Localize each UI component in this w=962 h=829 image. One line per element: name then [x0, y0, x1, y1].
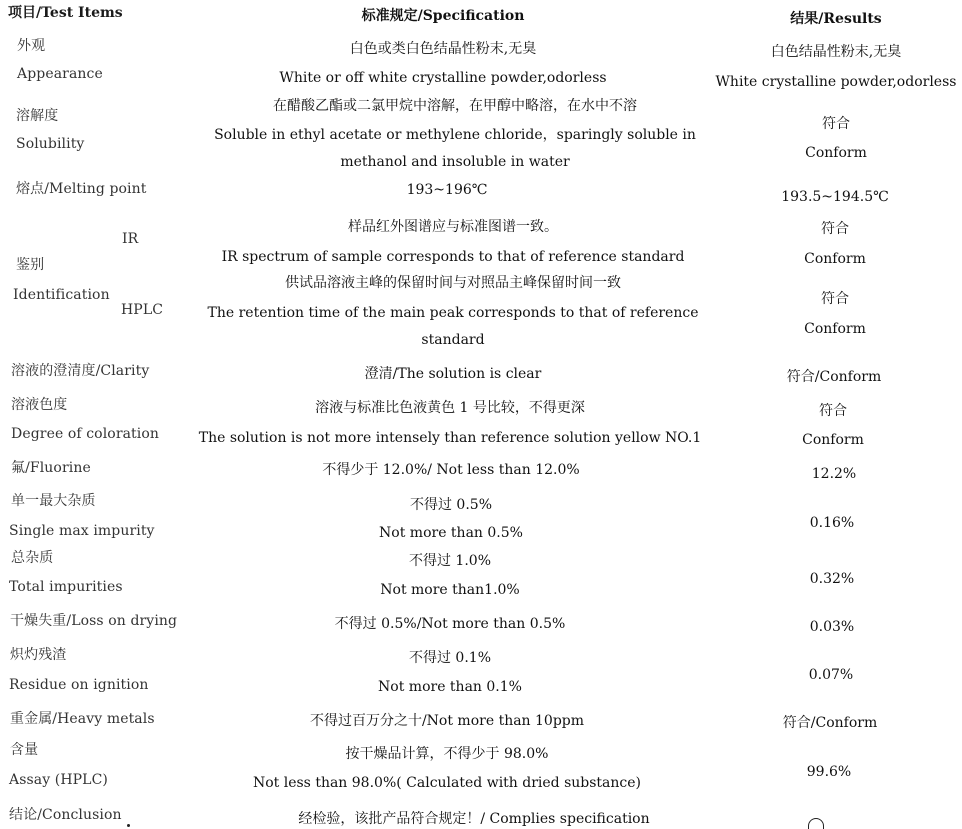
result-identification-hplc-en: Conform	[804, 321, 866, 337]
item-heavy-metals: 重金属/Heavy metals	[10, 711, 155, 727]
result-coloration-en: Conform	[802, 432, 864, 448]
spec-solubility-en-1: Soluble in ethyl acetate or methylene chloride，sparingly soluble in	[214, 127, 696, 143]
result-heavy-metals: 符合/Conform	[782, 715, 878, 731]
spec-identification-ir-cn: 样品红外图谱应与标准图谱一致。	[348, 219, 558, 235]
result-identification-hplc-cn: 符合	[821, 291, 849, 307]
spec-coloration-cn: 溶液与标准比色液黄色 1 号比较，不得更深	[315, 400, 585, 416]
result-total-impurities: 0.32%	[809, 571, 855, 587]
spec-single-impurity-cn: 不得过 0.5%	[409, 497, 493, 513]
spec-loss-on-drying: 不得过 0.5%/Not more than 0.5%	[334, 616, 566, 632]
result-clarity: 符合/Conform	[786, 369, 882, 385]
item-single-impurity-en: Single max impurity	[9, 523, 155, 539]
spec-heavy-metals: 不得过百万分之十/Not more than 10ppm	[309, 713, 585, 729]
result-solubility-en: Conform	[805, 145, 867, 161]
spec-residue-cn: 不得过 0.1%	[408, 650, 492, 666]
spec-melting-point: 193~196℃	[406, 182, 488, 198]
item-identification-cn: 鉴别	[16, 257, 45, 273]
item-coloration-cn: 溶液色度	[11, 397, 68, 413]
item-identification-hplc: HPLC	[121, 302, 164, 318]
spec-solubility-en-2: methanol and insoluble in water	[340, 154, 570, 170]
spec-identification-ir-en: IR spectrum of sample corresponds to that of reference standard	[221, 249, 685, 265]
spec-appearance-en: White or off white crystalline powder,odorless	[279, 70, 607, 86]
spec-appearance-cn: 白色或类白色结晶性粉末,无臭	[349, 41, 537, 57]
item-single-impurity-cn: 单一最大杂质	[11, 493, 96, 509]
result-appearance-cn: 白色结晶性粉末,无臭	[770, 44, 902, 60]
header-results: 结果/Results	[790, 11, 882, 27]
result-melting-point: 193.5~194.5℃	[781, 189, 889, 205]
result-assay: 99.6%	[806, 764, 852, 780]
spec-total-impurities-en: Not more than1.0%	[380, 582, 520, 598]
spec-total-impurities-cn: 不得过 1.0%	[408, 553, 492, 569]
spec-residue-en: Not more than 0.1%	[378, 679, 522, 695]
item-appearance-en: Appearance	[17, 66, 103, 82]
spec-clarity: 澄清/The solution is clear	[364, 366, 542, 382]
header-test-items: 项目/Test Items	[8, 5, 123, 21]
spec-identification-hplc-cn: 供试品溶液主峰的保留时间与对照品主峰保留时间一致	[285, 275, 621, 291]
item-coloration-en: Degree of coloration	[11, 426, 160, 442]
result-fluorine: 12.2%	[811, 466, 857, 482]
spec-single-impurity-en: Not more than 0.5%	[379, 525, 523, 541]
spec-fluorine: 不得少于 12.0%/ Not less than 12.0%	[322, 462, 580, 478]
item-fluorine: 氟/Fluorine	[11, 460, 91, 476]
item-total-impurities-en: Total impurities	[9, 579, 123, 595]
header-specification: 标准规定/Specification	[361, 8, 525, 24]
result-solubility-cn: 符合	[822, 116, 850, 132]
spec-identification-hplc-en-2: standard	[421, 332, 485, 348]
spec-coloration-en: The solution is not more intensely than reference solution yellow NO.1	[198, 430, 702, 446]
spec-solubility-cn: 在醋酸乙酯或二氯甲烷中溶解，在甲醇中略溶，在水中不溶	[273, 98, 637, 114]
item-total-impurities-cn: 总杂质	[11, 550, 54, 566]
result-loss-on-drying: 0.03%	[809, 619, 855, 635]
item-solubility-en: Solubility	[16, 136, 85, 152]
result-residue: 0.07%	[808, 667, 854, 683]
conform-mark-icon	[808, 818, 824, 829]
result-single-impurity: 0.16%	[809, 515, 855, 531]
result-appearance-en: White crystalline powder,odorless	[715, 74, 957, 90]
item-loss-on-drying: 干燥失重/Loss on drying	[10, 613, 178, 629]
item-residue-cn: 炽灼残渣	[10, 647, 67, 663]
item-residue-en: Residue on ignition	[9, 677, 149, 693]
item-solubility-cn: 溶解度	[16, 108, 59, 124]
item-identification-ir: IR	[122, 231, 139, 247]
item-identification-en: Identification	[13, 287, 110, 303]
result-coloration-cn: 符合	[819, 403, 847, 419]
item-conclusion: 结论/Conclusion	[9, 807, 122, 823]
result-identification-ir-en: Conform	[804, 251, 866, 267]
result-identification-ir-cn: 符合	[821, 221, 849, 237]
spec-assay-cn: 按干燥品计算，不得少于 98.0%	[345, 746, 549, 762]
spec-assay-en: Not less than 98.0%( Calculated with dried substance)	[252, 775, 642, 791]
spec-conclusion: 经检验，该批产品符合规定！/ Complies specification	[298, 811, 650, 827]
item-appearance-cn: 外观	[17, 38, 46, 54]
item-assay-en: Assay (HPLC)	[9, 772, 108, 788]
item-melting-point: 熔点/Melting point	[16, 181, 147, 197]
item-assay-cn: 含量	[10, 742, 39, 758]
item-clarity: 溶液的澄清度/Clarity	[11, 363, 150, 379]
spec-identification-hplc-en-1: The retention time of the main peak corresponds to that of reference	[207, 305, 699, 321]
